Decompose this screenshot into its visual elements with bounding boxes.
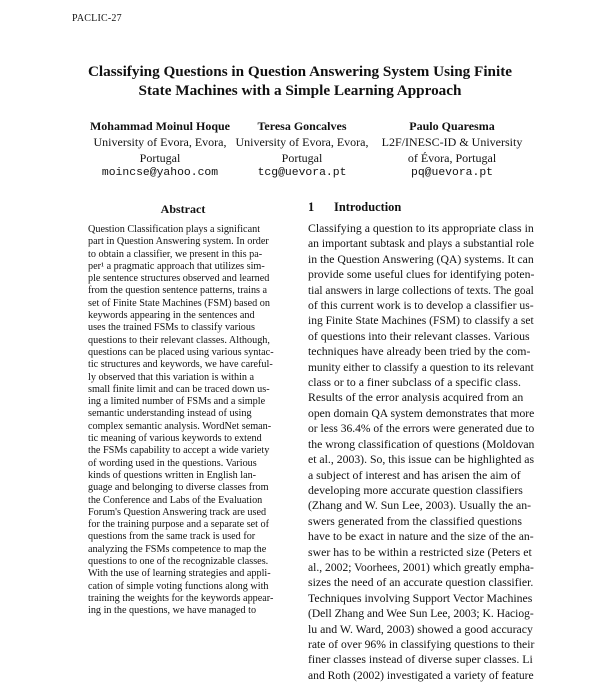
intro-line: Classifying a question to its appropriate class in xyxy=(308,221,534,235)
abstract-line: tic meaning of various keywords to extend xyxy=(88,433,262,445)
abstract-line: to obtain a classifier, we present in this pa- xyxy=(88,248,263,260)
introduction-body xyxy=(308,221,534,683)
abstract-line: analyzing the FSMs competence to map the xyxy=(88,543,267,555)
author-name: Paulo Quaresma xyxy=(409,119,495,133)
intro-line: tial answers in large collections of texts. The goal xyxy=(308,282,534,297)
intro-line: (Zhang and W. Sun Lee, 2003). Usually the an- xyxy=(308,498,532,513)
intro-line: (Dell Zhang and Wee Sun Lee, 2003; K. Haciog- xyxy=(308,606,534,621)
section-number: 1 xyxy=(308,200,315,214)
intro-line: provide some useful clues for identifying poten- xyxy=(308,267,535,282)
intro-line: munity either to classify a question to its relevant xyxy=(308,359,534,374)
author-email: pq@uevora.pt xyxy=(410,167,494,180)
section-title: Introduction xyxy=(334,200,402,214)
intro-line: open domain QA system demonstrates that more xyxy=(308,405,535,420)
intro-line: an important subtask and plays a substantial role xyxy=(308,236,535,251)
intro-line: swer has to be within a restricted size (Peters et xyxy=(308,544,532,559)
intro-line: of this current work is to develop a classifier us- xyxy=(308,298,534,313)
intro-line: and Roth (2002) investigated a variety of feature xyxy=(308,667,534,682)
abstract-line: per¹ a pragmatic approach that utilizes sim- xyxy=(88,260,265,272)
abstract-line: for the training purpose and a separate set of xyxy=(88,519,270,531)
author-email: tcg@uevora.pt xyxy=(257,167,347,180)
abstract-line: questions from the same track is used for xyxy=(88,531,256,543)
intro-line: al., 2002; Voorhees, 2001) which greatly empha- xyxy=(308,559,534,574)
abstract-line: ing a limited number of FSMs and a simple xyxy=(88,396,266,408)
author-2 xyxy=(222,119,382,182)
intro-line: lu and W. Ward, 2003) showed a good accuracy xyxy=(308,621,533,636)
abstract-line: ing in the questions, we have managed to xyxy=(88,605,257,617)
abstract-line: With the use of learning strategies and appli- xyxy=(88,568,271,580)
intro-line: ing Finite State Machines (FSM) to classify a set xyxy=(308,313,534,328)
intro-line: of questions into their relevant classes. Various xyxy=(308,328,530,343)
author-3 xyxy=(378,119,526,182)
intro-line: a subject of interest and has arisen the aim of xyxy=(308,467,521,482)
abstract-line: complex semantic analysis. WordNet seman- xyxy=(88,420,272,432)
abstract-line: ly observed that this variation is within a xyxy=(88,371,255,383)
author-affiliation: Portugal xyxy=(139,150,181,165)
author-affiliation: L2F/INESC-ID & University xyxy=(381,134,523,149)
intro-line: or less 36.4% of the errors were generated due to xyxy=(308,421,535,436)
intro-line: developing more accurate question classifiers xyxy=(308,482,523,497)
abstract-body xyxy=(88,224,278,618)
abstract-line: Question Classification plays a significant xyxy=(88,224,261,235)
abstract-line: questions can be placed using various syntac- xyxy=(88,346,274,358)
author-email: moincse@yahoo.com xyxy=(101,167,219,180)
section-heading-introduction xyxy=(308,200,401,215)
intro-line: have to be exact in nature and the size of the an- xyxy=(308,529,534,544)
intro-line: class or to a finer subclass of a specific class. xyxy=(308,375,521,390)
abstract-line: the Conference and Labs of the Evaluation xyxy=(88,494,263,506)
intro-line: finer classes instead of diverse super classes. Li xyxy=(308,652,533,667)
page-header: PACLIC-27 xyxy=(72,13,122,24)
abstract-heading: Abstract xyxy=(160,202,206,216)
author-affiliation: Portugal xyxy=(281,150,323,165)
abstract-line: Forum's Question Answering track are used xyxy=(88,506,267,518)
title-line: Classifying Questions in Question Answering System Using Finite xyxy=(87,63,513,80)
abstract-line: questions to one of the recognizable classes. xyxy=(88,556,269,568)
paper-title xyxy=(60,62,540,100)
abstract-line: ple sentence structures observed and learned xyxy=(88,273,270,285)
abstract-line: of wording used in the questions. Various xyxy=(88,457,257,469)
intro-line: in the Question Answering (QA) systems. It can xyxy=(308,251,534,266)
intro-line: sizes the need of an accurate question classifier. xyxy=(308,575,534,590)
abstract-line: tic structures and keywords, we have careful- xyxy=(88,359,273,371)
intro-line: swers generated from the classified questions xyxy=(308,513,522,528)
intro-line: Results of the error analysis acquired from an xyxy=(308,390,524,405)
title-line: State Machines with a Simple Learning Approach xyxy=(138,82,462,99)
abstract-line: small finite limit and can be traced down us- xyxy=(88,383,270,395)
intro-line: techniques have already been tried by the com- xyxy=(308,344,531,359)
author-affiliation: University of Evora, Evora, xyxy=(93,134,227,149)
author-affiliation: University of Evora, Evora, xyxy=(235,134,369,149)
abstract-line: the FSMs capability to accept a wide variety xyxy=(88,445,270,457)
abstract-line: keywords appearing in the sentences and xyxy=(88,310,255,322)
abstract-line: semantic understanding instead of using xyxy=(88,408,252,420)
abstract-line: cation of simple voting functions along with xyxy=(88,580,269,592)
abstract-line: kinds of questions written in English lan- xyxy=(88,469,257,481)
abstract-line: set of Finite State Machines (FSM) based on xyxy=(88,297,270,309)
abstract-line: from the question sentence patterns, trains a xyxy=(88,285,268,297)
author-affiliation: of Évora, Portugal xyxy=(407,150,497,165)
intro-line: Techniques involving Support Vector Machines xyxy=(308,590,533,605)
intro-line: the wrong classification of questions (Moldovan xyxy=(308,436,535,451)
author-name: Teresa Goncalves xyxy=(257,119,347,133)
abstract-line: part in Question Answering system. In order xyxy=(88,236,269,248)
author-name: Mohammad Moinul Hoque xyxy=(89,119,230,133)
abstract-line: uses the trained FSMs to classify various xyxy=(88,322,255,334)
intro-line: et al., 2003). So, this issue can be highlighted as xyxy=(308,452,535,467)
intro-line: rate of over 96% in classifying questions to their xyxy=(308,636,535,651)
abstract-line: guage and belonging to diverse classes from xyxy=(88,482,269,494)
abstract-line: questions to their relevant classes. Although, xyxy=(88,334,270,346)
abstract-line: training the weights for the keywords appear- xyxy=(88,592,274,604)
